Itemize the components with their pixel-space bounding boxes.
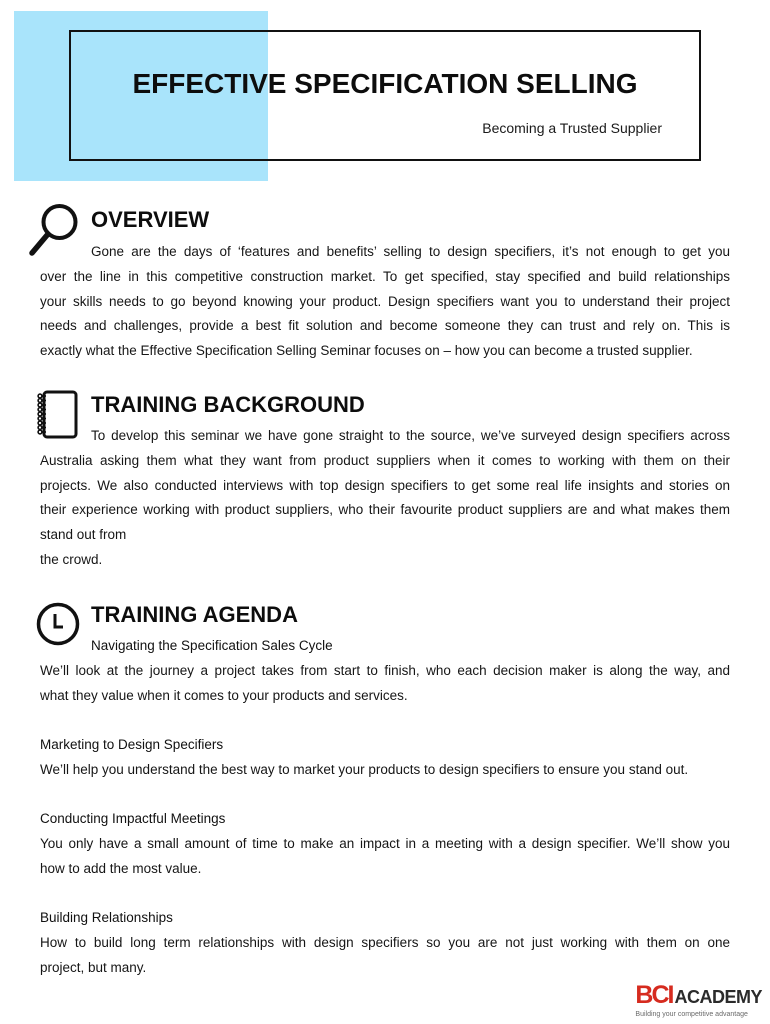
agenda-item-line: We’ll look at the journey a project takes from start to finish, who each decision maker is along the way, and [40, 662, 730, 678]
background-line: the crowd. [40, 551, 103, 567]
page-title: EFFECTIVE SPECIFICATION SELLING [132, 68, 638, 99]
agenda-item-title: Conducting Impactful Meetings [40, 811, 226, 827]
background-line: their experience working with product suppliers, who their favourite product suppliers are and what makes them [40, 502, 730, 518]
overview-line: Gone are the days of ‘features and benefits’ selling to design specifiers, it’s not enough to get you [91, 244, 730, 259]
background-heading: TRAINING BACKGROUND [91, 392, 365, 417]
agenda-item [40, 733, 730, 783]
overview-line: over the line in this competitive construction market. To get specified, stay specified and build relationships [40, 268, 730, 284]
logo-name: ACADEMY [674, 987, 762, 1007]
agenda-item-title: Marketing to Design Specifiers [40, 737, 224, 753]
overview-heading: OVERVIEW [91, 207, 210, 232]
overview-line: your skills needs to go beyond knowing your product. Design specifiers want you to understand their project [40, 293, 730, 309]
overview-line: exactly what the Effective Specification Selling Seminar focuses on – how you can become a trusted supplier. [40, 343, 693, 359]
agenda-item-title: Navigating the Specification Sales Cycle [91, 638, 333, 653]
logo-wordmark [635, 981, 762, 1010]
agenda-item [40, 634, 730, 708]
background-line: projects. We also conducted interviews with top design specifiers to get some real life insights and stories on [40, 477, 730, 493]
agenda-item [40, 906, 730, 980]
background-paragraph [40, 424, 730, 573]
agenda-heading: TRAINING AGENDA [91, 602, 298, 627]
bci-academy-logo [635, 981, 762, 1019]
agenda-item-line: project, but many. [40, 959, 147, 975]
page-subtitle: Becoming a Trusted Supplier [482, 120, 662, 136]
agenda-item [40, 807, 730, 881]
background-line: Australia asking them what they want from product suppliers when it comes to working with them on their [40, 452, 730, 468]
overview-line: needs and challenges, provide a best fit solution and become someone they can trust and rely on. This is [40, 318, 730, 334]
agenda-item-title: Building Relationships [40, 910, 173, 926]
agenda-item-line: How to build long term relationships with design specifiers so you are not just working with them on one [40, 935, 730, 951]
agenda-item-line: We’ll help you understand the best way to market your products to design specifiers to ensure you stand out. [40, 761, 689, 777]
background-line: stand out from [40, 527, 127, 543]
agenda-item-line: what they value when it comes to your products and services. [40, 687, 408, 703]
agenda-item-line: You only have a small amount of time to make an impact in a meeting with a design specifier. We’ll show you [40, 836, 730, 852]
overview-paragraph [40, 240, 730, 364]
logo-tagline: Building your competitive advantage [635, 1011, 748, 1018]
agenda-item-line: how to add the most value. [40, 860, 202, 876]
logo-brand: BCI [635, 981, 673, 1009]
background-line: To develop this seminar we have gone straight to the source, we’ve surveyed design specifiers across [91, 428, 730, 443]
agenda-list [40, 634, 730, 1005]
